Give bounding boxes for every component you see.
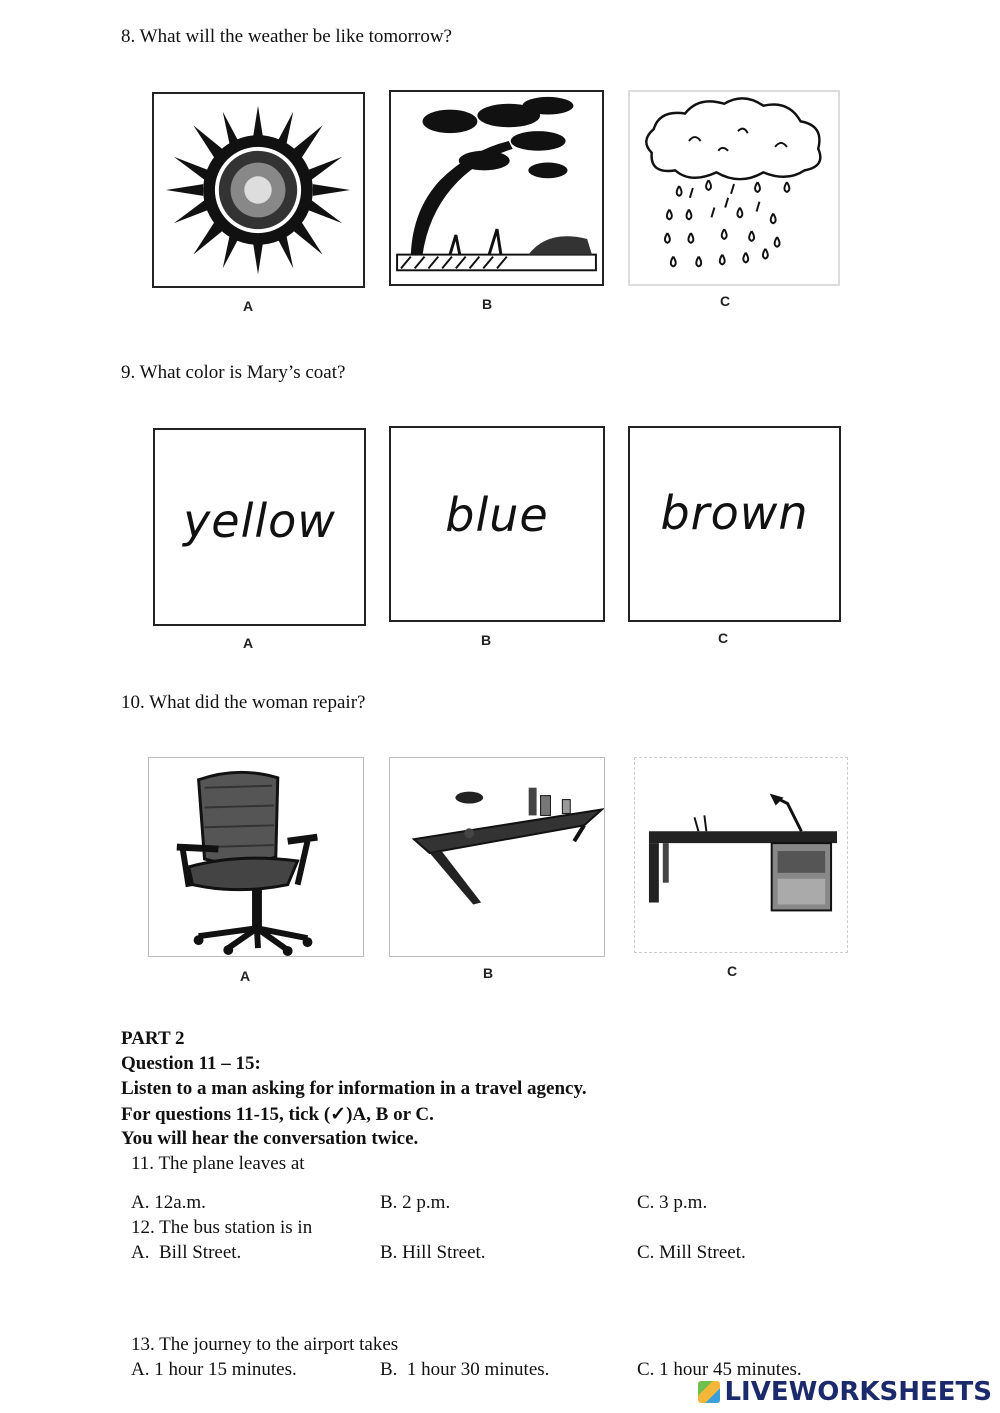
q9-option-b-card[interactable] [389,426,605,622]
q10-option-a-label: A [240,968,251,984]
q9-word-blue: blue [445,488,549,542]
q9-option-c-card[interactable] [628,426,841,622]
q8-option-a-image[interactable] [152,92,365,288]
q8-option-a-label: A [243,298,254,314]
q9-option-c-label: C [718,630,729,646]
q12-stem: 12. The bus station is in [131,1217,313,1238]
q13-stem: 13. The journey to the airport takes [131,1334,399,1355]
q8-option-c-label: C [720,293,731,309]
part2-instruction-3: You will hear the conversation twice. [121,1128,419,1149]
q11-option-c[interactable]: C. 3 p.m. [637,1192,708,1213]
q9-word-yellow: yellow [183,494,336,548]
q9-option-a-card[interactable] [153,428,366,626]
q8-option-c-image[interactable] [628,90,840,286]
q10-option-c-label: C [727,963,738,979]
q13-option-c[interactable]: C. 1 hour 45 minutes. [637,1359,802,1380]
q11-option-b[interactable]: B. 2 p.m. [380,1192,451,1213]
q10-option-c-image[interactable] [634,757,848,953]
part2-question-range: Question 11 – 15: [121,1053,261,1074]
liveworksheets-logo[interactable] [698,1377,992,1407]
q13-option-b[interactable]: B. 1 hour 30 minutes. [380,1359,550,1380]
question-9-text: 9. What color is Mary’s coat? [121,362,346,383]
q8-option-b-image[interactable] [389,90,604,286]
part2-title: PART 2 [121,1028,185,1049]
q10-option-b-image[interactable] [389,757,605,957]
q9-word-brown: brown [660,486,809,540]
question-8-text: 8. What will the weather be like tomorrow? [121,26,452,47]
q8-option-b-label: B [482,296,493,312]
q9-option-b-label: B [481,632,492,648]
q11-stem: 11. The plane leaves at [131,1153,305,1174]
part2-instruction-1: Listen to a man asking for information in a travel agency. [121,1078,587,1099]
windy-tree-icon [391,92,602,284]
q10-option-a-image[interactable] [148,757,364,957]
q10-option-b-label: B [483,965,494,981]
question-10-text: 10. What did the woman repair? [121,692,366,713]
q9-option-a-label: A [243,635,254,651]
office-chair-icon [149,758,363,956]
q11-option-a[interactable]: A. 12a.m. [131,1192,206,1213]
rain-cloud-icon [630,92,838,284]
sun-icon [154,94,363,286]
q13-option-a[interactable]: A. 1 hour 15 minutes. [131,1359,297,1380]
part2-instruction-2: For questions 11-15, tick (✓)A, B or C. [121,1104,434,1125]
liveworksheets-brand-text: LIVEWORKSHEETS [724,1377,992,1407]
q12-option-c[interactable]: C. Mill Street. [637,1242,746,1263]
table-icon [390,758,604,956]
q12-option-a[interactable]: A. Bill Street. [131,1242,242,1263]
q12-option-b[interactable]: B. Hill Street. [380,1242,486,1263]
liveworksheets-logo-icon [698,1381,720,1403]
desk-icon [635,758,847,952]
